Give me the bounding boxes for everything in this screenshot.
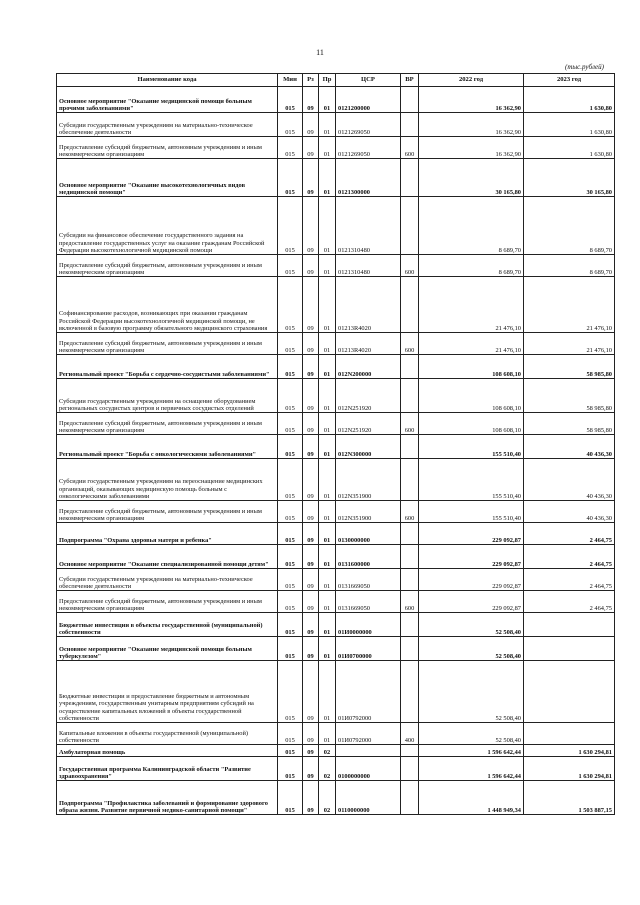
row-2023: 1 630,80 bbox=[524, 137, 615, 159]
row-name: Предоставление субсидий бюджетным, автономным учреждениям и иным некоммерческим организациям bbox=[57, 137, 278, 159]
table-row bbox=[57, 333, 615, 355]
row-csr: 012N351900 bbox=[336, 459, 401, 501]
row-csr: 012N200000 bbox=[336, 355, 401, 379]
row-2023 bbox=[524, 637, 615, 661]
row-rz: 09 bbox=[303, 87, 319, 113]
row-csr: 01213R4020 bbox=[336, 333, 401, 355]
row-name: Субсидии государственным учреждениям на материально-техническое обеспечение деятельности bbox=[57, 569, 278, 591]
row-csr: 0110000000 bbox=[336, 781, 401, 815]
table-row bbox=[57, 355, 615, 379]
row-csr: 0121269050 bbox=[336, 113, 401, 137]
row-name: Основное мероприятие "Оказание специализированной помощи детям" bbox=[57, 545, 278, 569]
row-name: Предоставление субсидий бюджетным, автономным учреждениям и иным некоммерческим организациям bbox=[57, 501, 278, 523]
row-min: 015 bbox=[278, 637, 303, 661]
row-vr bbox=[401, 159, 419, 197]
row-min: 015 bbox=[278, 355, 303, 379]
row-2023: 40 436,30 bbox=[524, 501, 615, 523]
budget-table bbox=[56, 73, 615, 815]
header-2023: 2023 год bbox=[524, 74, 615, 87]
row-min: 015 bbox=[278, 613, 303, 637]
row-vr bbox=[401, 613, 419, 637]
row-2023 bbox=[524, 661, 615, 723]
row-rz: 09 bbox=[303, 523, 319, 545]
row-2023: 1 630 294,81 bbox=[524, 745, 615, 757]
row-vr bbox=[401, 197, 419, 255]
row-2023: 2 464,75 bbox=[524, 569, 615, 591]
row-csr: 0121310480 bbox=[336, 255, 401, 277]
row-rz: 09 bbox=[303, 569, 319, 591]
header-rz: Рз bbox=[303, 74, 319, 87]
row-rz: 09 bbox=[303, 661, 319, 723]
row-2023: 2 464,75 bbox=[524, 591, 615, 613]
row-csr: 01И0792000 bbox=[336, 723, 401, 745]
row-pr: 01 bbox=[319, 137, 336, 159]
row-rz: 09 bbox=[303, 545, 319, 569]
row-2022: 229 092,87 bbox=[419, 591, 524, 613]
row-csr: 01И0700000 bbox=[336, 637, 401, 661]
row-2022: 229 092,87 bbox=[419, 523, 524, 545]
row-2022: 108 608,10 bbox=[419, 355, 524, 379]
row-name: Региональный проект "Борьба с сердечно-сосудистыми заболеваниями" bbox=[57, 355, 278, 379]
table-row bbox=[57, 413, 615, 435]
row-name: Подпрограмма "Охрана здоровья матери и ребенка" bbox=[57, 523, 278, 545]
row-vr: 600 bbox=[401, 591, 419, 613]
row-min: 015 bbox=[278, 781, 303, 815]
row-min: 015 bbox=[278, 197, 303, 255]
row-min: 015 bbox=[278, 159, 303, 197]
row-csr: 0100000000 bbox=[336, 757, 401, 781]
row-vr: 600 bbox=[401, 333, 419, 355]
row-rz: 09 bbox=[303, 137, 319, 159]
row-min: 015 bbox=[278, 87, 303, 113]
row-pr: 01 bbox=[319, 637, 336, 661]
row-pr: 01 bbox=[319, 333, 336, 355]
page-number: 11 bbox=[316, 48, 324, 57]
row-pr: 01 bbox=[319, 661, 336, 723]
row-2023: 8 689,70 bbox=[524, 255, 615, 277]
row-2022: 16 362,90 bbox=[419, 87, 524, 113]
row-vr bbox=[401, 757, 419, 781]
row-2023 bbox=[524, 723, 615, 745]
row-csr: 012N300000 bbox=[336, 435, 401, 459]
row-csr: 012N251920 bbox=[336, 413, 401, 435]
row-2022: 1 448 949,34 bbox=[419, 781, 524, 815]
table-row bbox=[57, 637, 615, 661]
row-name: Предоставление субсидий бюджетным, автономным учреждениям и иным некоммерческим организациям bbox=[57, 255, 278, 277]
row-pr: 01 bbox=[319, 501, 336, 523]
row-2022: 52 508,40 bbox=[419, 661, 524, 723]
row-rz: 09 bbox=[303, 723, 319, 745]
row-name: Амбулаторная помощь bbox=[57, 745, 278, 757]
row-min: 015 bbox=[278, 545, 303, 569]
row-pr: 01 bbox=[319, 355, 336, 379]
row-name: Подпрограмма "Профилактика заболеваний и формирование здорового образа жизни. Развитие первичной медико-санитарной помощи" bbox=[57, 781, 278, 815]
row-min: 015 bbox=[278, 379, 303, 413]
table-row bbox=[57, 723, 615, 745]
row-name: Субсидии государственным учреждениям на оснащение оборудованием региональных сосудистых центров и первичных сосудистых отделений bbox=[57, 379, 278, 413]
row-min: 015 bbox=[278, 591, 303, 613]
row-csr: 0121310480 bbox=[336, 197, 401, 255]
row-2023: 2 464,75 bbox=[524, 545, 615, 569]
row-vr bbox=[401, 113, 419, 137]
row-name: Субсидии государственным учреждениям на переоснащение медицинских организаций, оказывающих медицинскую помощь больным с онкологическими заболеваниями bbox=[57, 459, 278, 501]
table-row bbox=[57, 197, 615, 255]
row-2023: 58 985,80 bbox=[524, 379, 615, 413]
row-csr: 01213R4020 bbox=[336, 277, 401, 333]
row-pr: 02 bbox=[319, 781, 336, 815]
row-rz: 09 bbox=[303, 637, 319, 661]
table-row bbox=[57, 613, 615, 637]
row-csr: 0131669050 bbox=[336, 569, 401, 591]
row-name: Предоставление субсидий бюджетным, автономным учреждениям и иным некоммерческим организациям bbox=[57, 591, 278, 613]
row-2023: 40 436,30 bbox=[524, 459, 615, 501]
row-name: Предоставление субсидий бюджетным, автономным учреждениям и иным некоммерческим организациям bbox=[57, 333, 278, 355]
row-vr: 400 bbox=[401, 723, 419, 745]
row-2022: 108 608,10 bbox=[419, 379, 524, 413]
row-min: 015 bbox=[278, 745, 303, 757]
table-row bbox=[57, 379, 615, 413]
row-pr: 02 bbox=[319, 745, 336, 757]
row-2022: 108 608,10 bbox=[419, 413, 524, 435]
table-row bbox=[57, 255, 615, 277]
table-body bbox=[57, 87, 615, 815]
row-rz: 09 bbox=[303, 435, 319, 459]
row-2023: 1 630,80 bbox=[524, 87, 615, 113]
row-min: 015 bbox=[278, 723, 303, 745]
row-min: 015 bbox=[278, 333, 303, 355]
row-name: Государственная программа Калининградской области "Развитие здравоохранения" bbox=[57, 757, 278, 781]
row-csr: 0130000000 bbox=[336, 523, 401, 545]
row-vr bbox=[401, 637, 419, 661]
row-pr: 01 bbox=[319, 197, 336, 255]
header-pr: Пр bbox=[319, 74, 336, 87]
row-2022: 52 508,40 bbox=[419, 637, 524, 661]
row-2022: 155 510,40 bbox=[419, 459, 524, 501]
row-rz: 09 bbox=[303, 459, 319, 501]
table-row bbox=[57, 745, 615, 757]
table-row bbox=[57, 545, 615, 569]
row-vr bbox=[401, 459, 419, 501]
row-2023: 1 503 887,15 bbox=[524, 781, 615, 815]
row-2023: 58 985,80 bbox=[524, 413, 615, 435]
row-2022: 21 476,10 bbox=[419, 333, 524, 355]
row-csr: 012N251920 bbox=[336, 379, 401, 413]
row-name: Основное мероприятие "Оказание высокотехнологичных видов медицинской помощи" bbox=[57, 159, 278, 197]
row-csr: 0121269050 bbox=[336, 137, 401, 159]
row-pr: 01 bbox=[319, 613, 336, 637]
table-row bbox=[57, 435, 615, 459]
row-vr bbox=[401, 277, 419, 333]
row-rz: 09 bbox=[303, 781, 319, 815]
row-pr: 01 bbox=[319, 545, 336, 569]
table-row bbox=[57, 661, 615, 723]
row-name: Предоставление субсидий бюджетным, автономным учреждениям и иным некоммерческим организациям bbox=[57, 413, 278, 435]
row-min: 015 bbox=[278, 661, 303, 723]
row-min: 015 bbox=[278, 255, 303, 277]
row-name: Субсидии государственным учреждениям на материально-техническое обеспечение деятельности bbox=[57, 113, 278, 137]
row-pr: 01 bbox=[319, 723, 336, 745]
row-vr: 600 bbox=[401, 413, 419, 435]
row-2023: 1 630,80 bbox=[524, 113, 615, 137]
row-csr: 0131669050 bbox=[336, 591, 401, 613]
table-row bbox=[57, 569, 615, 591]
row-min: 015 bbox=[278, 459, 303, 501]
row-min: 015 bbox=[278, 501, 303, 523]
row-min: 015 bbox=[278, 113, 303, 137]
row-csr: 012N351900 bbox=[336, 501, 401, 523]
row-rz: 09 bbox=[303, 613, 319, 637]
row-min: 015 bbox=[278, 435, 303, 459]
row-name: Основное мероприятие "Оказание медицинской помощи больным прочими заболеваниями" bbox=[57, 87, 278, 113]
header-name: Наименование кода bbox=[57, 74, 278, 87]
row-2022: 30 165,80 bbox=[419, 159, 524, 197]
row-vr: 600 bbox=[401, 137, 419, 159]
row-csr: 0131600000 bbox=[336, 545, 401, 569]
row-2022: 8 689,70 bbox=[419, 197, 524, 255]
table-header-row bbox=[57, 74, 615, 87]
table-row bbox=[57, 591, 615, 613]
row-rz: 09 bbox=[303, 501, 319, 523]
row-csr: 0121200000 bbox=[336, 87, 401, 113]
row-2023: 8 689,70 bbox=[524, 197, 615, 255]
row-min: 015 bbox=[278, 523, 303, 545]
row-vr bbox=[401, 745, 419, 757]
row-rz: 09 bbox=[303, 333, 319, 355]
row-vr bbox=[401, 87, 419, 113]
table-row bbox=[57, 277, 615, 333]
row-2023: 30 165,80 bbox=[524, 159, 615, 197]
row-pr: 01 bbox=[319, 435, 336, 459]
row-rz: 09 bbox=[303, 277, 319, 333]
row-min: 015 bbox=[278, 277, 303, 333]
row-name: Субсидии на финансовое обеспечение государственного задания на предоставление государственных услуг на оказание гражданам Российской Федерации высокотехнологичной медицинской помощи bbox=[57, 197, 278, 255]
row-pr: 01 bbox=[319, 255, 336, 277]
row-min: 015 bbox=[278, 413, 303, 435]
unit-note: (тыс.рублей) bbox=[564, 63, 604, 71]
row-2023: 21 476,10 bbox=[524, 277, 615, 333]
row-min: 015 bbox=[278, 757, 303, 781]
row-2023: 2 464,75 bbox=[524, 523, 615, 545]
row-2023: 1 630 294,81 bbox=[524, 757, 615, 781]
row-pr: 01 bbox=[319, 413, 336, 435]
table-row bbox=[57, 459, 615, 501]
row-name: Капитальные вложения в объекты государственной (муниципальной) собственности bbox=[57, 723, 278, 745]
row-2022: 21 476,10 bbox=[419, 277, 524, 333]
table-row bbox=[57, 781, 615, 815]
row-vr bbox=[401, 569, 419, 591]
row-rz: 09 bbox=[303, 379, 319, 413]
row-2022: 52 508,40 bbox=[419, 723, 524, 745]
row-vr bbox=[401, 781, 419, 815]
row-rz: 09 bbox=[303, 159, 319, 197]
header-2022: 2022 год bbox=[419, 74, 524, 87]
row-csr: 01И0000000 bbox=[336, 613, 401, 637]
row-2022: 1 596 642,44 bbox=[419, 757, 524, 781]
row-vr bbox=[401, 523, 419, 545]
table-row bbox=[57, 159, 615, 197]
header-min: Мин bbox=[278, 74, 303, 87]
row-2023: 58 985,80 bbox=[524, 355, 615, 379]
row-rz: 09 bbox=[303, 591, 319, 613]
row-2022: 155 510,40 bbox=[419, 435, 524, 459]
row-rz: 09 bbox=[303, 197, 319, 255]
row-2022: 229 092,87 bbox=[419, 545, 524, 569]
row-pr: 01 bbox=[319, 569, 336, 591]
row-rz: 09 bbox=[303, 355, 319, 379]
table-row bbox=[57, 113, 615, 137]
row-pr: 01 bbox=[319, 277, 336, 333]
row-2023: 40 436,30 bbox=[524, 435, 615, 459]
row-pr: 01 bbox=[319, 523, 336, 545]
row-name: Бюджетные инвестиции в объекты государственной (муниципальной) собственности bbox=[57, 613, 278, 637]
row-pr: 01 bbox=[319, 87, 336, 113]
row-rz: 09 bbox=[303, 113, 319, 137]
table-row bbox=[57, 523, 615, 545]
row-2022: 8 689,70 bbox=[419, 255, 524, 277]
row-2023: 21 476,10 bbox=[524, 333, 615, 355]
row-name: Основное мероприятие "Оказание медицинской помощи больным туберкулезом" bbox=[57, 637, 278, 661]
row-vr: 600 bbox=[401, 501, 419, 523]
row-rz: 09 bbox=[303, 745, 319, 757]
header-vr: ВР bbox=[401, 74, 419, 87]
row-min: 015 bbox=[278, 569, 303, 591]
row-pr: 01 bbox=[319, 591, 336, 613]
row-name: Софинансирование расходов, возникающих при оказании гражданам Российской Федерации высокотехнологичной медицинской помощи, не включенной в базовую программу обязательного медицинского страхования bbox=[57, 277, 278, 333]
row-2022: 16 362,90 bbox=[419, 137, 524, 159]
row-name: Бюджетные инвестиции и предоставление бюджетным и автономным учреждениям, государственным унитарным предприятиям субсидий на осуществление капитальных вложений в объекты государственной собственности bbox=[57, 661, 278, 723]
row-2022: 16 362,90 bbox=[419, 113, 524, 137]
row-csr: 01И0792000 bbox=[336, 661, 401, 723]
row-pr: 02 bbox=[319, 757, 336, 781]
row-pr: 01 bbox=[319, 159, 336, 197]
row-pr: 01 bbox=[319, 113, 336, 137]
row-pr: 01 bbox=[319, 459, 336, 501]
row-2022: 1 596 642,44 bbox=[419, 745, 524, 757]
row-rz: 09 bbox=[303, 255, 319, 277]
row-csr: 0121300000 bbox=[336, 159, 401, 197]
row-rz: 09 bbox=[303, 413, 319, 435]
row-vr bbox=[401, 661, 419, 723]
table-row bbox=[57, 137, 615, 159]
row-pr: 01 bbox=[319, 379, 336, 413]
row-name: Региональный проект "Борьба с онкологическими заболеваниями" bbox=[57, 435, 278, 459]
header-csr: ЦСР bbox=[336, 74, 401, 87]
row-vr bbox=[401, 545, 419, 569]
row-csr bbox=[336, 745, 401, 757]
row-vr bbox=[401, 435, 419, 459]
row-vr bbox=[401, 379, 419, 413]
table-row bbox=[57, 501, 615, 523]
row-vr: 600 bbox=[401, 255, 419, 277]
row-2022: 155 510,40 bbox=[419, 501, 524, 523]
row-vr bbox=[401, 355, 419, 379]
row-2022: 52 508,40 bbox=[419, 613, 524, 637]
row-2023 bbox=[524, 613, 615, 637]
table-row bbox=[57, 87, 615, 113]
row-2022: 229 092,87 bbox=[419, 569, 524, 591]
table-row bbox=[57, 757, 615, 781]
row-min: 015 bbox=[278, 137, 303, 159]
row-rz: 09 bbox=[303, 757, 319, 781]
